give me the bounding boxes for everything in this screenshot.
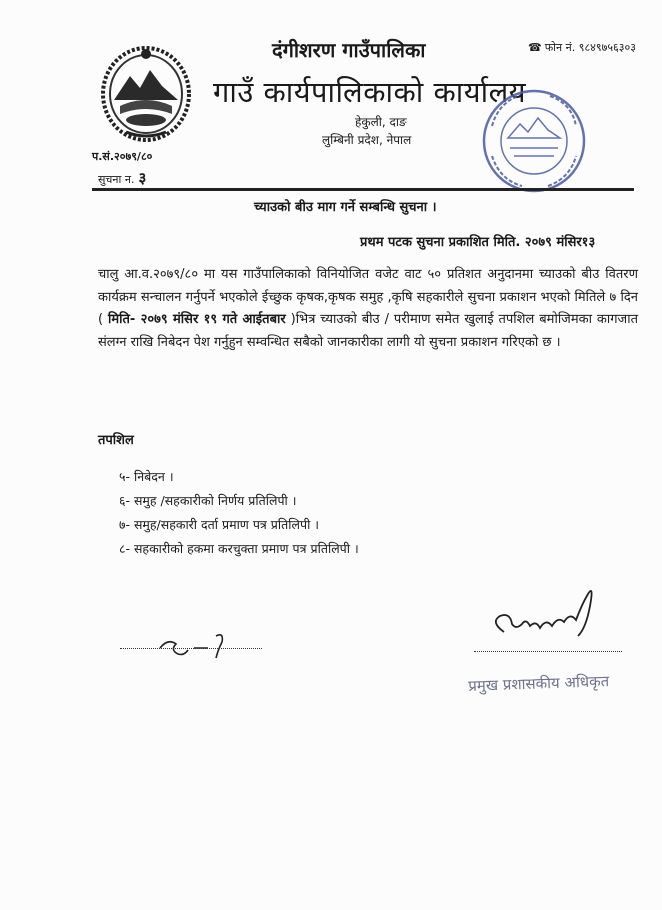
office-title: गाउँ कार्यपालिकाको कार्यालय — [213, 75, 527, 109]
office-name: दंगीशरण गाउँपालिका — [272, 38, 426, 62]
attachments-list — [119, 465, 359, 561]
address-line-2: लुम्बिनी प्रदेश, नेपाल — [322, 133, 412, 147]
publication-date: प्रथम पटक सुचना प्रकाशित मिति. २०७९ मंसिर१३ — [360, 235, 596, 250]
officer-signature-line — [474, 651, 622, 652]
telephone-icon: ☎ — [528, 41, 542, 54]
notice-body — [98, 264, 638, 354]
phone-text: फोन नं. ९८४९७५६३०३ — [544, 41, 636, 54]
letter-reference-number: प.सं.२०७९/८० — [92, 150, 153, 163]
notice-body-part-1: चालु आ.व.२०७९/८० मा यस गाउँपालिकाको विनियोजित वजेट वाट ५० प्रतिशत अनुदानमा च्याउको बीउ वितरण कार्यक्रम सन्चालन गर्नुपर्ने भएकोले ईच्छुक कृषक,कृषक समुह ,कृषि सहकारीले सुचना प्रकाशन भएको मितिले ७ दिन ( — [98, 267, 638, 327]
notice-subject: च्याउको बीउ माग गर्ने सम्बन्धि सुचना । — [254, 200, 437, 215]
attachments-heading: तपशिल — [98, 433, 134, 448]
phone-number — [528, 40, 636, 55]
signatory-title: प्रमुख प्रशासकीय अधिकृत — [468, 672, 610, 695]
notice-number-label: सुचना न. — [98, 173, 135, 186]
nepal-emblem-icon — [100, 40, 192, 144]
left-signature — [120, 628, 262, 662]
address-line-1: हेकुली, दाङ — [355, 115, 407, 129]
list-item: ५- निबेदन । — [119, 469, 174, 484]
office-seal-stamp — [478, 86, 590, 196]
notice-number — [98, 168, 146, 188]
notice-deadline: मिति- २०७९ मंसिर १९ गते आईतबार — [108, 312, 286, 327]
notice-body-part-2: )भित्र च्याउको बीउ / परीमाण समेत खुलाई तपशिल बमोजिमका कागजात संलग्न राखि निबेदन पेश गर्नुहुन सम्वन्धित सबैको जानकारीका लागी यो सुचना प्रकाशन गरिएको छ । — [98, 312, 638, 350]
officer-signature — [486, 576, 610, 644]
notice-number-value: ३ — [138, 169, 147, 187]
list-item: ६- समुह /सहकारीको निर्णय प्रतिलिपी । — [119, 493, 297, 508]
header-divider — [92, 188, 634, 191]
list-item: ७- समुह/सहकारी दर्ता प्रमाण पत्र प्रतिलिपी । — [119, 517, 320, 532]
left-signature-line — [120, 648, 262, 649]
list-item: ८- सहकारीको हकमा करचुक्ता प्रमाण पत्र प्रतिलिपी । — [119, 541, 359, 556]
